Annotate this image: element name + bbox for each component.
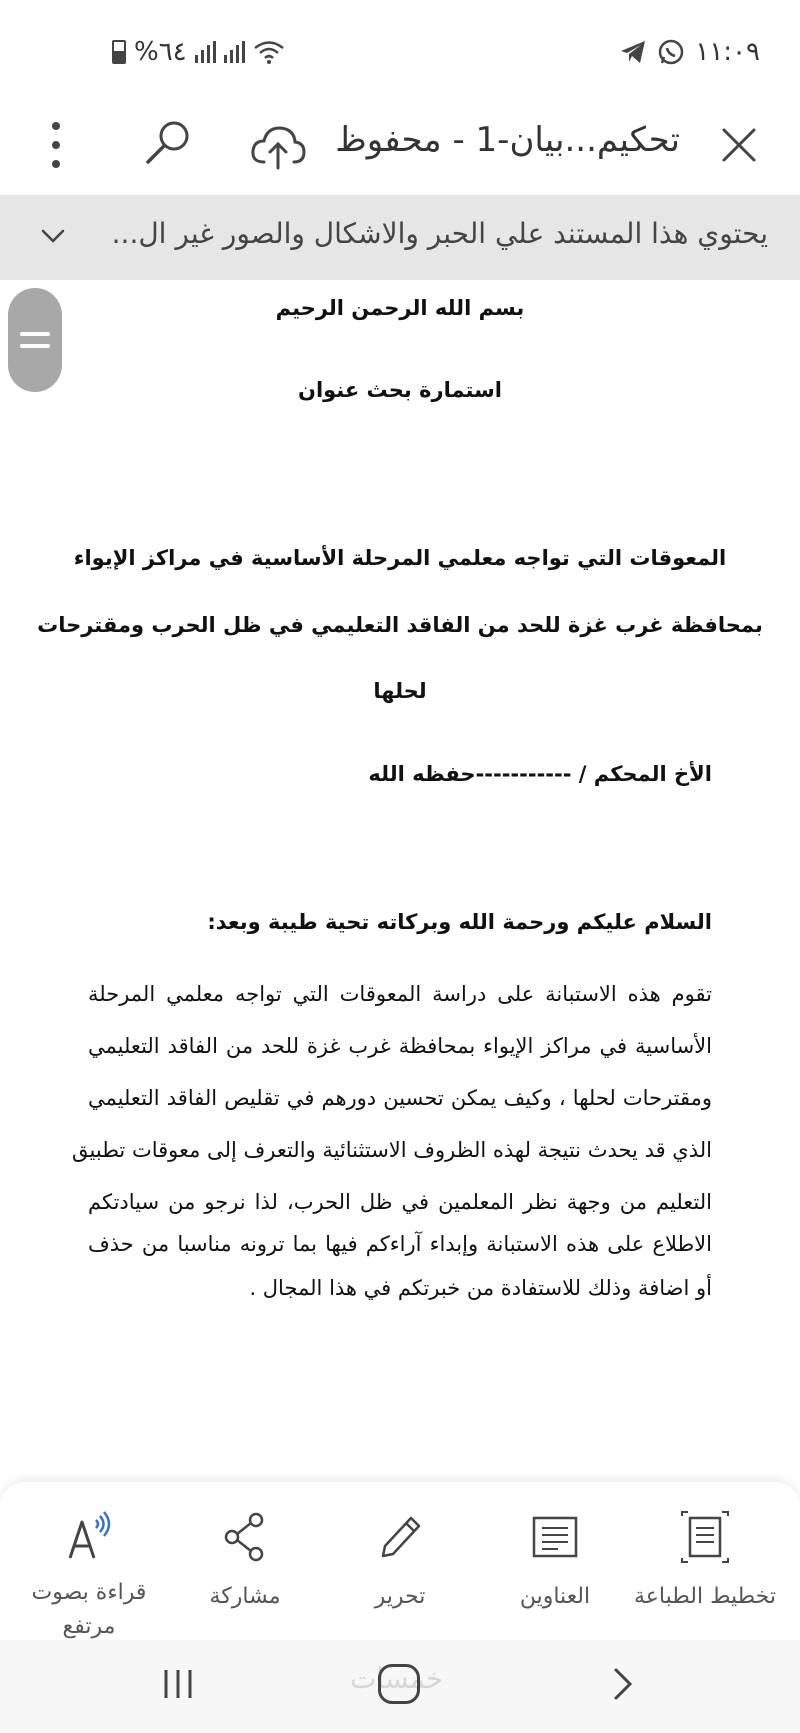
body-line: الاطلاع على هذه الاستبانة وإبداء آراءكم فيها بما ترونه مناسبا من حذف [88,1232,712,1256]
signal-icon [195,41,216,63]
print-layout-button[interactable] [630,1510,780,1630]
document-toolbar [0,100,800,195]
clock: ١١:٠٩ [695,37,760,67]
close-icon[interactable] [716,122,762,168]
chevron-down-icon[interactable] [38,221,68,251]
status-left [112,36,285,68]
upload-cloud-icon[interactable] [250,122,306,172]
battery-icon [112,40,126,64]
search-icon[interactable] [144,118,194,168]
battery-percent: %٦٤ [134,37,187,67]
body-line: التعليم من وجهة نظر المعلمين في ظل الحرب، لذا نرجو من سيادتكم [88,1190,712,1214]
read-aloud-icon [62,1510,116,1564]
edit-pencil-icon [373,1510,427,1564]
print-layout-icon [678,1510,732,1564]
more-vertical-icon[interactable] [44,118,68,172]
watermark: خمسات [350,1662,444,1695]
basmala: بسم الله الرحمن الرحيم [275,296,525,320]
share-icon [218,1510,272,1564]
edit-button[interactable] [325,1510,475,1630]
print-layout-label: تخطيط الطباعة [633,1584,776,1609]
headings-label: العناوين [519,1584,591,1609]
headings-button[interactable] [480,1510,630,1630]
document-title[interactable]: تحكيم...بيان-1 - محفوظ [335,120,680,160]
read-aloud-button[interactable] [14,1510,164,1639]
form-title: استمارة بحث عنوان [298,378,502,402]
research-title-line: المعوقات التي تواجه معلمي المرحلة الأساسية في مراكز الإيواء [73,546,727,570]
telegram-icon [619,39,647,65]
wifi-icon [253,39,285,65]
banner-message: يحتوي هذا المستند علي الحبر والاشكال والصور غير ال... [111,217,768,250]
status-bar [0,0,800,100]
document-page[interactable] [0,280,800,1480]
addressee: الأخ المحكم / -----------حفظه الله [368,762,712,786]
greeting: السلام عليكم ورحمة الله وبركاته تحية طيبة وبعد: [207,910,712,934]
share-button[interactable] [170,1510,320,1630]
body-line: الذي قد يحدث نتيجة لهذه الظروف الاستثنائية والتعرف إلى معوقات تطبيق [72,1138,712,1162]
recent-apps-icon[interactable] [162,1668,194,1700]
body-line: أو اضافة وذلك للاستفادة من خبرتكم في هذا المجال . [249,1276,712,1300]
bottom-action-bar [0,1482,800,1640]
signal-icon-2 [224,41,245,63]
edit-label: تحرير [374,1584,426,1609]
system-nav-bar [0,1640,800,1733]
headings-icon [528,1510,582,1564]
research-title-line: بمحافظة غرب غزة للحد من الفاقد التعليمي في ظل الحرب ومقترحات [37,613,763,637]
body-line: ومقترحات لحلها ، وكيف يمكن تحسين دورهم في تقليص الفاقد التعليمي [88,1086,712,1110]
research-title-line: لحلها [373,679,427,703]
whatsapp-icon [657,38,685,66]
share-label: مشاركة [209,1584,281,1609]
body-line: الأساسية في مراكز الإيواء بمحافظة غرب غزة للحد من الفاقد التعليمي [88,1034,712,1058]
back-icon[interactable] [612,1666,636,1702]
body-line: تقوم هذه الاستبانة على دراسة المعوقات التي تواجه معلمي المرحلة [88,982,712,1006]
home-icon[interactable] [378,1664,420,1704]
drag-handle[interactable] [8,288,62,392]
compatibility-banner[interactable] [0,195,800,280]
status-right [619,36,760,68]
read-aloud-label: قراءة بصوت مرتفع [31,1580,147,1639]
